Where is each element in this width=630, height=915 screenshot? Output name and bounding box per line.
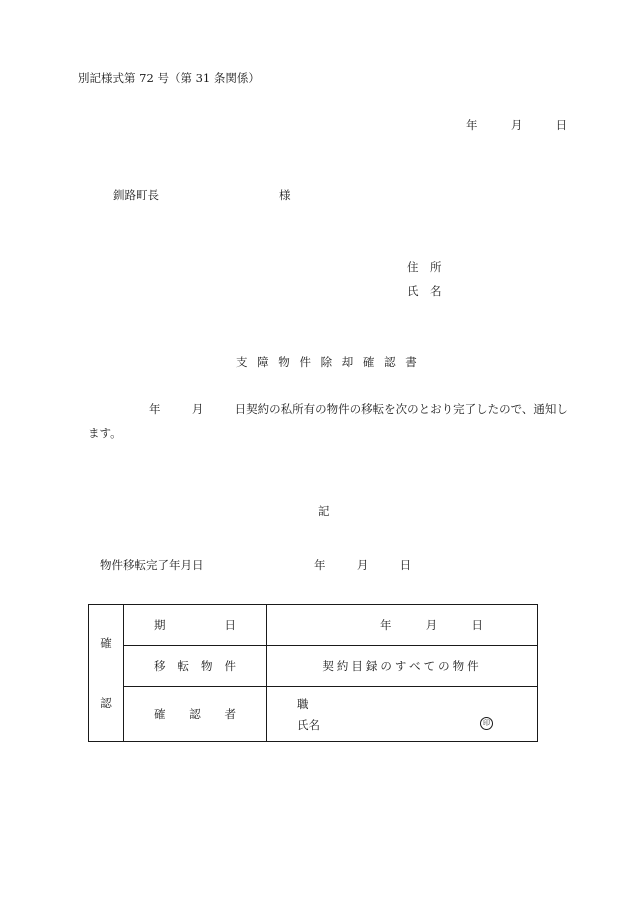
applicant-name-label: 氏 名 [407,284,442,298]
side-label-top: 確 [100,636,112,650]
confirm-side-label [89,605,124,742]
form-number: 別記様式第 72 号（第 31 条関係） [78,71,260,85]
label-char: 確 [154,707,166,721]
confirmation-table [88,604,538,742]
value-year: 年 [380,618,392,632]
applicant-address-label: 住 所 [407,260,442,274]
row-value-property: 契約目録のすべての物件 [267,646,538,687]
row-value-confirmer [267,687,538,742]
body-line-1 [149,401,568,417]
body-month: 月 [191,402,204,416]
confirmer-title: 職 [297,696,309,711]
ki-heading: 記 [318,504,330,518]
completion-year: 年 [314,558,326,572]
row-value-date [267,605,538,646]
table-row [89,605,538,646]
document-title: 支 障 物 件 除 却 確 認 書 [236,355,420,369]
body-line-2: ます。 [88,426,122,440]
row-label-confirmer [124,687,267,742]
label-char: 日 [224,618,236,632]
label-char: 期 [154,618,166,632]
completion-label: 物件移転完了年月日 [100,558,204,572]
completion-day: 日 [399,558,412,572]
addressee-honorific: 様 [279,188,291,202]
date-line [466,117,567,133]
date-month: 月 [510,118,523,132]
label-char: 者 [224,707,236,721]
side-label-bottom: 認 [100,696,112,710]
row-label-property [124,646,267,687]
label-char: 件 [224,659,236,673]
label-char: 移 [154,659,166,673]
body-text: 日契約の私所有の物件の移転を次のとおり完了したので、通知し [234,402,568,416]
body-year: 年 [149,402,161,416]
date-year: 年 [466,118,478,132]
completion-month: 月 [356,558,369,572]
addressee-name: 釧路町長 [113,188,159,202]
label-char: 転 [177,659,189,673]
table-row [89,646,538,687]
value-month: 月 [425,618,438,632]
seal-icon: 印 [480,717,493,730]
confirmer-name: 氏名 [297,717,320,732]
row-label-date [124,605,267,646]
value-day: 日 [471,618,483,632]
label-char: 認 [189,707,201,721]
completion-date [314,557,411,573]
table-row [89,687,538,742]
date-day: 日 [555,118,568,132]
label-char: 物 [201,659,213,673]
